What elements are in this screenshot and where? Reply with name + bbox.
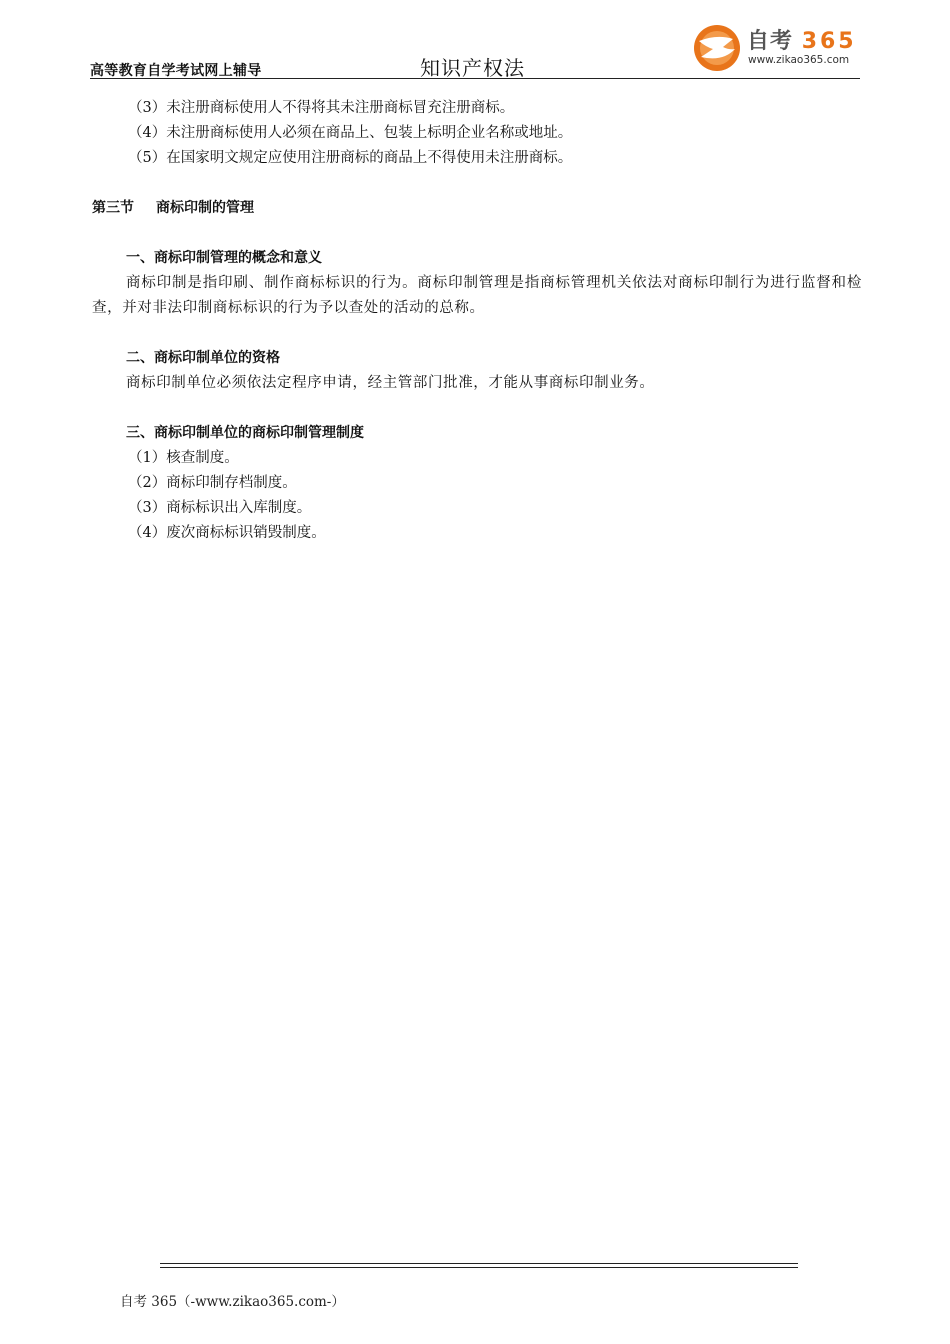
list-item: （4）未注册商标使用人必须在商品上、包装上标明企业名称或地址。 bbox=[128, 125, 573, 141]
list-item: （5）在国家明文规定应使用注册商标的商品上不得使用未注册商标。 bbox=[128, 150, 573, 166]
document-title: 知识产权法 bbox=[420, 56, 525, 80]
section-number: 第三节 bbox=[92, 200, 134, 216]
footer-text: 自考 365（-www.zikao365.com-） bbox=[120, 1294, 345, 1310]
paragraph-1: 商标印制是指印刷、制作商标标识的行为。商标印制管理是指商标管理机关依法对商标印制行为进行监督和检查，并对非法印制商标标识的行为予以查处的活动的总称。 bbox=[92, 275, 862, 316]
list-item: （3）商标标识出入库制度。 bbox=[128, 500, 312, 516]
list-item: （2）商标印制存档制度。 bbox=[128, 475, 297, 491]
paragraph-2: 商标印制单位必须依法定程序申请，经主管部门批准，才能从事商标印制业务。 bbox=[126, 375, 655, 391]
section-title: 商标印制的管理 bbox=[156, 200, 254, 216]
subsection-heading-3: 三、商标印制单位的商标印制管理制度 bbox=[126, 425, 364, 441]
list-item: （1）核查制度。 bbox=[128, 450, 239, 466]
header-subtitle: 高等教育自学考试网上辅导 bbox=[90, 63, 262, 79]
logo-url: www.zikao365.com bbox=[748, 54, 850, 66]
subsection-heading-2: 二、商标印制单位的资格 bbox=[126, 350, 280, 366]
page-header bbox=[90, 20, 860, 80]
zikao-logo-icon bbox=[693, 24, 741, 72]
logo-brand bbox=[747, 24, 857, 55]
logo-brand-text: 自考 bbox=[747, 29, 794, 54]
logo-brand-number: 365 bbox=[801, 29, 857, 54]
list-item: （4）废次商标标识销毁制度。 bbox=[128, 525, 326, 541]
document-body bbox=[92, 96, 862, 546]
footer-divider bbox=[160, 1263, 798, 1268]
section-heading bbox=[92, 196, 862, 221]
subsection-heading-1: 一、商标印制管理的概念和意义 bbox=[126, 250, 322, 266]
zikao-logo[interactable] bbox=[693, 22, 863, 74]
list-item: （3）未注册商标使用人不得将其未注册商标冒充注册商标。 bbox=[128, 100, 515, 116]
header-divider bbox=[90, 78, 860, 79]
